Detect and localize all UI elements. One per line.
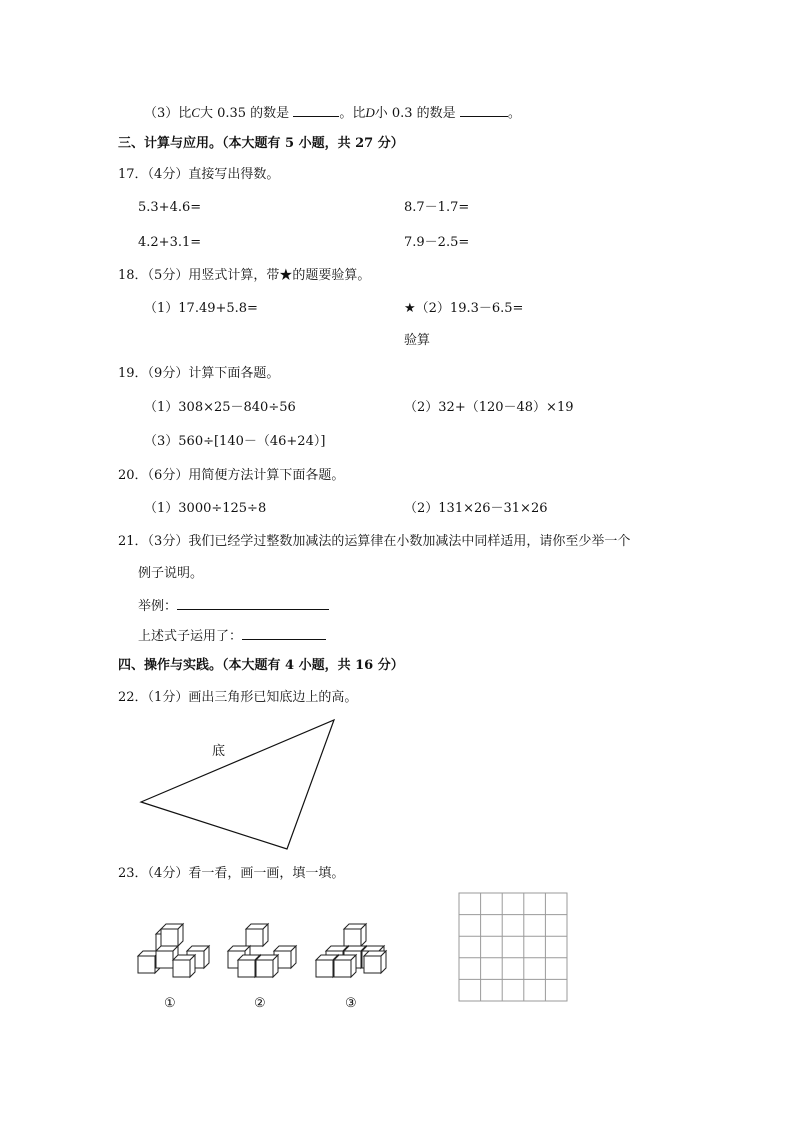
figure-label-3: ③ — [345, 996, 357, 1011]
q21-stem-line2: 例子说明。 — [138, 566, 204, 581]
q22-stem: 22．（1分）画出三角形已知底边上的高。 — [118, 690, 358, 705]
q20-item-1: （1）3000÷125÷8 — [144, 501, 267, 516]
q18-item-1: （1）17.49+5.8= — [144, 301, 258, 316]
q20-item-2: （2）131×26－31×26 — [404, 501, 548, 516]
cube-figure-3 — [316, 924, 386, 977]
q17-item-1: 5.3+4.6= — [138, 200, 202, 215]
cube-figure-1 — [138, 924, 209, 977]
q20-stem: 20．（6分）用简便方法计算下面各题。 — [118, 468, 345, 483]
q17-item-2: 8.7－1.7= — [404, 200, 470, 215]
var-d: D — [365, 105, 375, 120]
q21-stem-line1: 21．（3分）我们已经学过整数加减法的运算律在小数加减法中同样适用，请你至少举一个 — [118, 534, 631, 549]
q17-item-3: 4.2+3.1= — [138, 235, 202, 250]
figure-label-2: ② — [254, 996, 266, 1011]
q23-stem: 23．（4分）看一看，画一画，填一填。 — [118, 866, 345, 881]
q16-3-line: （3）比C大 0.35 的数是 。比D小 0.3 的数是 。 — [144, 105, 521, 121]
drawing-grid[interactable] — [459, 893, 567, 1001]
q19-item-3: （3）560÷[140－（46+24）] — [144, 434, 326, 449]
var-c: C — [191, 105, 200, 120]
q17-item-4: 7.9－2.5= — [404, 235, 470, 250]
q18-check-label: 验算 — [404, 333, 431, 348]
q17-stem: 17．（4分）直接写出得数。 — [118, 167, 280, 182]
q19-item-1: （1）308×25－840÷56 — [144, 400, 296, 415]
section4-heading: 四、操作与实践。（本大题有 4 小题，共 16 分） — [118, 658, 404, 673]
q19-item-2: （2）32+（120－48）×19 — [404, 400, 574, 415]
triangle-base-label: 底 — [212, 744, 226, 759]
q21-example-row: 举例： — [138, 597, 329, 615]
figure-label-1: ① — [164, 996, 176, 1011]
q21-law-row: 上述式子运用了： — [138, 627, 326, 645]
section3-heading: 三、计算与应用。（本大题有 5 小题，共 27 分） — [118, 136, 404, 151]
cube-figure-2 — [228, 924, 296, 977]
q18-stem: 18．（5分）用竖式计算，带★的题要验算。 — [118, 268, 371, 283]
q18-item-2: ★（2）19.3－6.5= — [404, 301, 524, 316]
q19-stem: 19．（9分）计算下面各题。 — [118, 366, 280, 381]
